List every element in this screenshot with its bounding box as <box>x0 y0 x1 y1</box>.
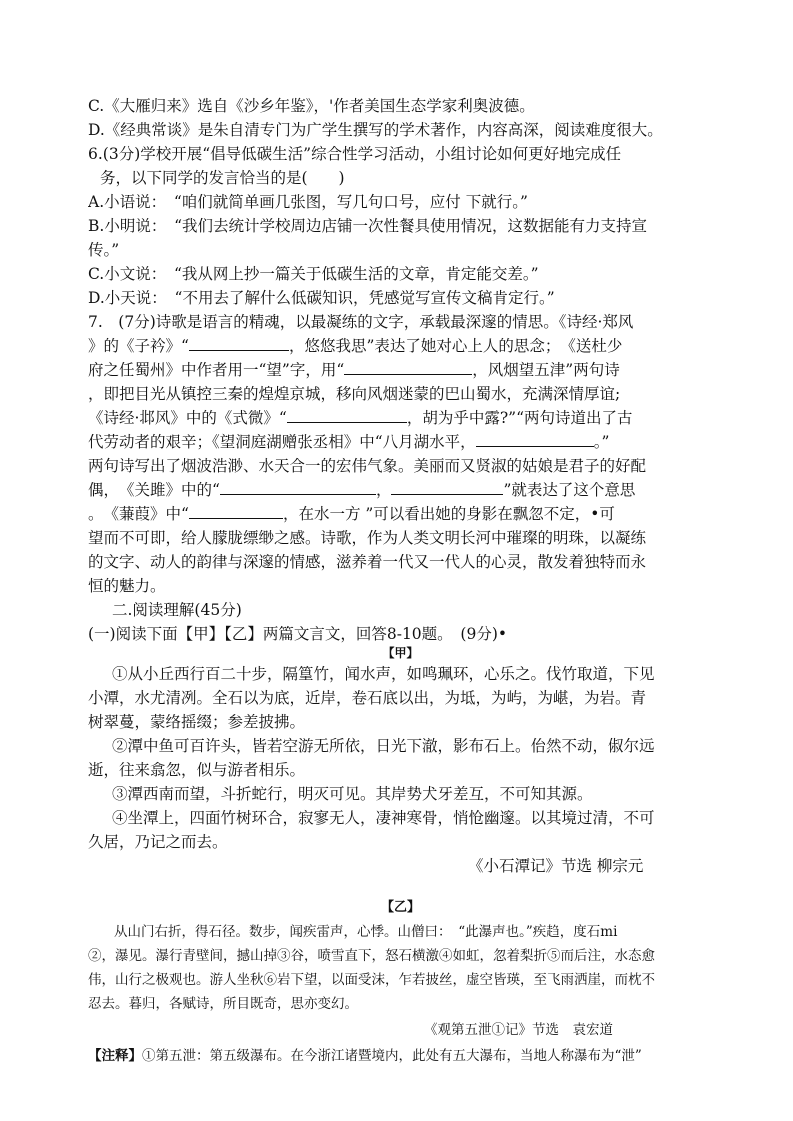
jia-p1-line-2: 小潭，水尤清冽。全石以为底，近岸，卷石底以出，为坻，为屿，为嵁，为岩。青 <box>88 689 647 707</box>
q6-option-d: D.小天说： “不用去了解什么低碳知识，凭感觉写宣传文稿肯定行。” <box>88 289 555 307</box>
jia-p4-line-2: 久居，乃记之而去。 <box>88 833 228 851</box>
q7-line-12: 恒的魅力。 <box>88 577 166 595</box>
q7-line-3-a: 府之任蜀州》中作者用一“望”字，用“ <box>88 361 345 379</box>
q7-line-4: ，即把目光从镇控三秦的煌煌京城，移向风烟迷蒙的巴山蜀水，充满深情厚谊; <box>88 385 621 403</box>
q6-stem-line-2: 务，以下同学的发言恰当的是( ) <box>100 169 345 187</box>
jia-p2-line-2: 逝，往来翕忽，似与游者相乐。 <box>88 761 306 779</box>
jia-p1-line-1: ①从小丘西行百二十步，隔篁竹，闻水声，如鸣珮环，心乐之。伐竹取道，下见 <box>112 665 655 683</box>
q7-blank-3[interactable] <box>287 407 407 423</box>
q7-blank-2[interactable] <box>344 359 472 375</box>
q7-line-6 <box>88 430 713 454</box>
yi-title: 【乙】 <box>380 900 420 915</box>
jia-source: 《小石潭记》节选 柳宗元 <box>468 857 644 875</box>
q7-line-6-a: 代劳动者的艰辛；《望洞庭湖赠张丞相》中“八月湖水平， <box>88 433 476 451</box>
q6-option-b-line-2: 传。” <box>88 241 120 259</box>
q7-line-8-c: ”就表达了这个意思 <box>503 481 636 499</box>
q6-option-c: C.小文说： “我从网上抄一篇关于低碳生活的文章，肯定能交差。” <box>88 265 539 283</box>
q7-line-2-a: 》的《子衿》“ <box>88 337 189 355</box>
annotation-label: 【注释】 <box>88 1048 142 1064</box>
yi-line-4: 忍去。暮归，各赋诗，所目既奇，思亦变幻。 <box>88 996 358 1012</box>
q7-blank-4[interactable] <box>476 431 594 447</box>
q7-line-9-a: 。 《蒹葭》中“ <box>88 505 189 523</box>
q7-line-10: 望而不可即，给人朦胧缥缈之感。诗歌，作为人类文明长河中璀璨的明珠，以凝练 <box>88 529 647 547</box>
q7-line-9 <box>88 502 713 526</box>
jia-p4-line-1: ④坐潭上，四面竹树环合，寂寥无人，凄神寒骨，悄怆幽邃。以其境过清，不可 <box>112 809 655 827</box>
q6-option-a: A.小语说： “咱们就简单画几张图，写几句口号，应付 下就行。” <box>88 193 528 211</box>
q7-line-9-b: ，在水一方 ”可以看出她的身影在飘忽不定，•可 <box>282 505 615 523</box>
section-2-intro: (一)阅读下面【甲】【乙】两篇文言文，回答8-10题。 (9分)• <box>88 625 508 643</box>
jia-p3: ③潭西南而望，斗折蛇行，明灭可见。其岸势犬牙差互，不可知其源。 <box>112 785 593 803</box>
q7-line-3-b: ，风烟望五津”两句诗 <box>472 361 620 379</box>
yi-line-2: ②，瀑见。瀑行青壁间，撼山掉③谷，喷雪直下，怒石横激④如虹，忽着梨折⑤而后注，水态愈 <box>88 948 655 964</box>
q7-line-2 <box>88 334 713 358</box>
q7-line-11: 的文字、动人的韵律与深邃的情感，滋养着一代又一代人的心灵，散发着独特而永 <box>88 553 647 571</box>
yi-line-3: 伟，山行之极观也。游人坐秋⑥岩下望，以面受沫，乍若披丝，虚空皆瑛，至飞雨洒崖，而枕不 <box>88 972 655 988</box>
annotation-note <box>88 1044 718 1068</box>
q7-blank-1[interactable] <box>189 335 289 351</box>
q7-blank-5[interactable] <box>220 479 376 495</box>
option-d-line: D.《经典常谈》是朱自清专门为广学生撰写的学术著作，内容高深，阅读难度很大。 <box>88 121 663 139</box>
q7-line-1: 7. (7分)诗歌是语言的精魂，以最凝练的文字，承载最深邃的情思。《诗经·郑风 <box>88 313 634 331</box>
q7-line-6-b: 。” <box>593 433 610 451</box>
q7-line-8-a: 偶， 《关雎》中的“ <box>88 481 220 499</box>
q7-line-7: 两句诗写出了烟波浩渺、水天合一的宏伟气象。美丽而又贤淑的姑娘是君子的好配 <box>88 457 647 475</box>
jia-title: 【甲】 <box>382 646 419 660</box>
q6-stem-line-1: 6.(3分)学校开展“倡导低碳生活”综合性学习活动，小组讨论如何更好地完成任 <box>88 145 622 163</box>
q7-line-5 <box>88 406 713 430</box>
yi-line-1: 从山门右折，得石径。数步，闻疾雷声，心悸。山僧曰： “此瀑声也。”疾趋，度石mi <box>114 924 618 940</box>
q7-line-8-b: ， <box>375 481 392 499</box>
option-c-line: C.《大雁归来》选自《沙乡年鉴》，'作者美国生态学家利奥波德。 <box>88 97 535 115</box>
q7-blank-6[interactable] <box>391 479 503 495</box>
jia-p1-line-3: 树翠蔓，蒙络摇缀；参差披拂。 <box>88 713 306 731</box>
jia-p2-line-1: ②潭中鱼可百许头，皆若空游无所依，日光下澈，影布石上。佁然不动，俶尔远 <box>112 737 655 755</box>
section-2-heading: 二.阅读理解(45分) <box>112 601 242 619</box>
q7-line-5-b: ，胡为乎中露?”“两句诗道出了古 <box>406 409 633 427</box>
q7-blank-7[interactable] <box>189 503 283 519</box>
annotation-text: ①第五泄：第五级瀑布。在今浙江诸暨境内，此处有五大瀑布，当地人称瀑布为“泄” <box>142 1048 642 1064</box>
q7-line-3 <box>88 358 713 382</box>
q6-option-b-line-1: B.小明说： “我们去统计学校周边店铺一次性餐具使用情况，这数据能有力支持宣 <box>88 217 647 235</box>
yi-source: 《观第五泄①记》节选 袁宏道 <box>424 1022 613 1038</box>
q7-line-2-b: ，悠悠我思”表达了她对心上人的思念； 《送杜少 <box>288 337 623 355</box>
q7-line-8 <box>88 478 713 502</box>
q7-line-5-a: 《诗经·邶风》中的《式微》“ <box>88 409 287 427</box>
